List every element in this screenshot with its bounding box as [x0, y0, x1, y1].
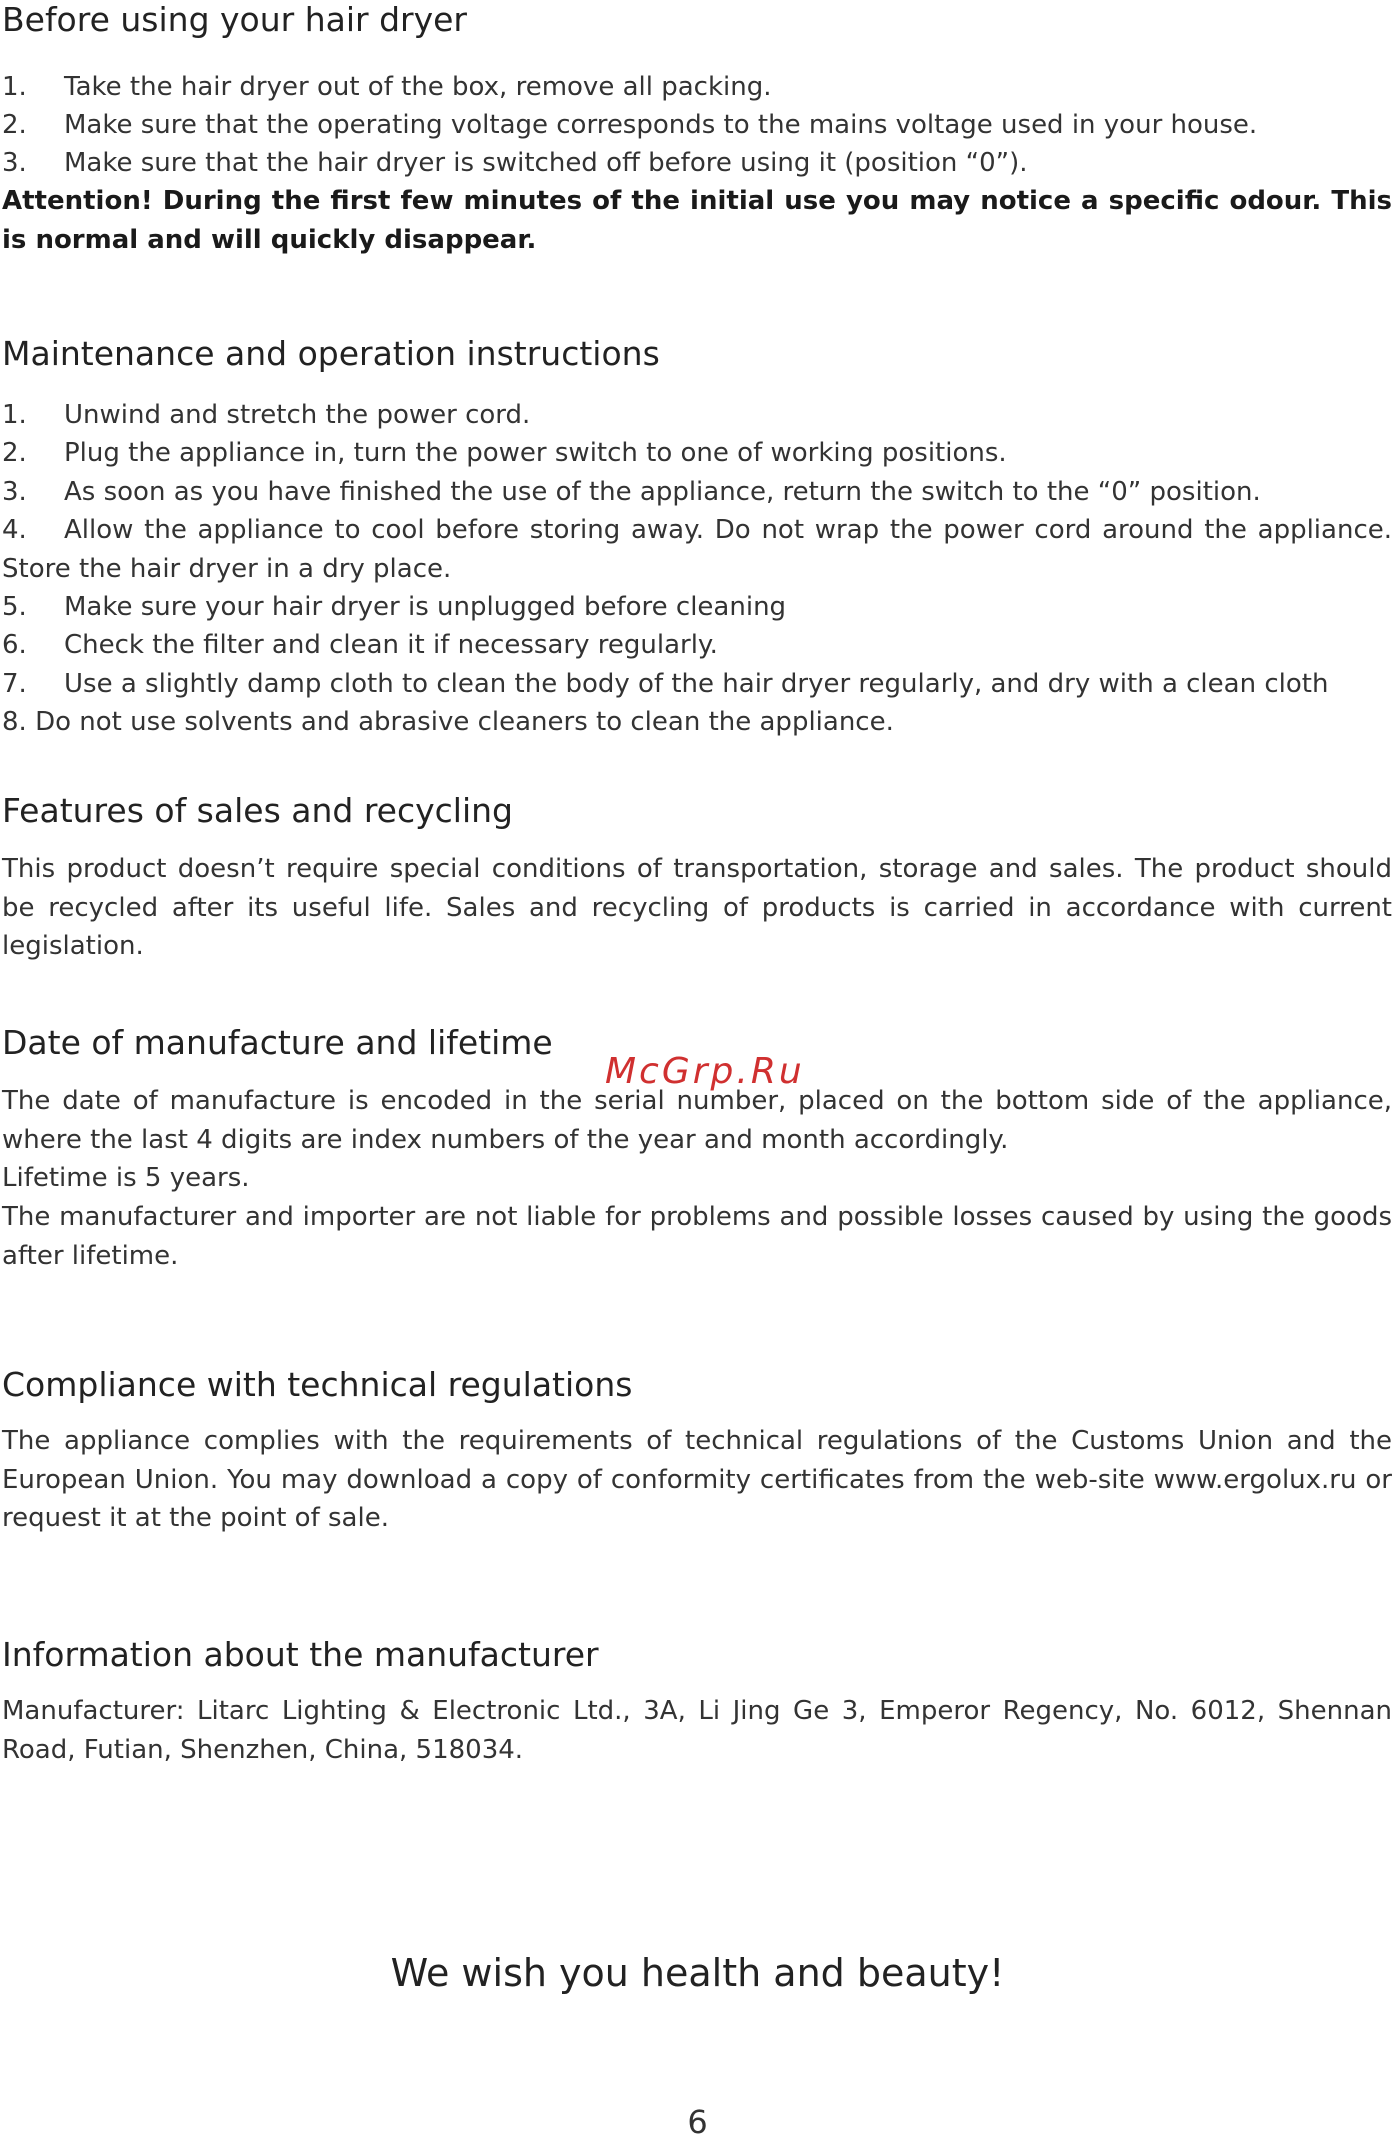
- item-text: Plug the appliance in, turn the power switch to one of working positions.: [64, 438, 1007, 468]
- item-number: 7.: [2, 669, 27, 699]
- section-heading-manufacturer: Information about the manufacturer: [2, 1635, 599, 1674]
- item-number: 5.: [2, 592, 27, 622]
- item-number: 2.: [2, 110, 27, 140]
- lifetime-text: Lifetime is 5 years.: [2, 1163, 250, 1193]
- list-item: [2, 106, 1257, 144]
- list-item: [2, 396, 530, 434]
- item-text: Take the hair dryer out of the box, remove all packing.: [64, 72, 772, 102]
- section-heading-manufacture-date: Date of manufacture and lifetime: [2, 1023, 553, 1062]
- list-item: [2, 665, 1328, 703]
- item-text: Check the filter and clean it if necessary regularly.: [64, 630, 718, 660]
- closing-message: We wish you health and beauty!: [390, 1951, 1005, 1995]
- item-text: Unwind and stretch the power cord.: [64, 400, 531, 430]
- attention-note: Attention! During the first few minutes of the initial use you may notice a specific odour. This is normal and will quickly disappear.: [2, 186, 1392, 255]
- list-item: [2, 588, 786, 626]
- item-number: 1.: [2, 72, 27, 102]
- list-item: [2, 68, 771, 106]
- liability-text: The manufacturer and importer are not liable for problems and possible losses caused by using the goods after lifetime.: [2, 1202, 1392, 1271]
- list-item: 8. Do not use solvents and abrasive cleaners to clean the appliance.: [2, 707, 894, 737]
- item-number: 3.: [2, 477, 27, 507]
- list-item: [2, 473, 1261, 511]
- list-item: [2, 144, 1028, 182]
- item-text: Make sure that the operating voltage corresponds to the mains voltage used in your house.: [64, 110, 1258, 140]
- section-heading-compliance: Compliance with technical regulations: [2, 1365, 633, 1404]
- section-heading-before-using: Before using your hair dryer: [2, 0, 467, 39]
- list-item: [2, 434, 1007, 472]
- compliance-text: The appliance complies with the requirements of technical regulations of the Customs Union and the European Union. You may download a copy of conformity certificates from the web-site www.ergolux.ru or request it at the point of sale.: [2, 1426, 1392, 1533]
- item-text: Use a slightly damp cloth to clean the body of the hair dryer regularly, and dry with a clean cloth: [64, 669, 1329, 699]
- item-text: Make sure that the hair dryer is switched off before using it (position “0”).: [64, 148, 1028, 178]
- item-text: Make sure your hair dryer is unplugged before cleaning: [64, 592, 787, 622]
- page-number: 6: [687, 2103, 708, 2141]
- item-number: 3.: [2, 148, 27, 178]
- sales-text: This product doesn’t require special conditions of transportation, storage and sales. The product should be recycled after its useful life. Sales and recycling of products is carried in accordance with current legislation.: [2, 854, 1392, 961]
- item-number: 4.: [2, 515, 27, 545]
- item-number: 1.: [2, 400, 27, 430]
- section-heading-maintenance: Maintenance and operation instructions: [2, 334, 660, 373]
- section-heading-sales: Features of sales and recycling: [2, 791, 513, 830]
- item-number: 2.: [2, 438, 27, 468]
- list-item: [2, 511, 1392, 588]
- item-text: Allow the appliance to cool before storing away. Do not wrap the power cord around the appliance. Store the hair dryer in a dry place.: [2, 515, 1392, 584]
- manufacture-date-text: The date of manufacture is encoded in the serial number, placed on the bottom side of the appliance, where the last 4 digits are index numbers of the year and month accordingly.: [2, 1086, 1392, 1155]
- manufacturer-text: Manufacturer: Litarc Lighting & Electronic Ltd., 3A, Li Jing Ge 3, Emperor Regency, No. 6012, Shennan Road, Futian, Shenzhen, China, 518034.: [2, 1696, 1392, 1765]
- item-text: As soon as you have finished the use of the appliance, return the switch to the “0” position.: [64, 477, 1261, 507]
- list-item: [2, 626, 718, 664]
- watermark-logo: McGrp.Ru: [605, 1051, 805, 1092]
- item-number: 6.: [2, 630, 27, 660]
